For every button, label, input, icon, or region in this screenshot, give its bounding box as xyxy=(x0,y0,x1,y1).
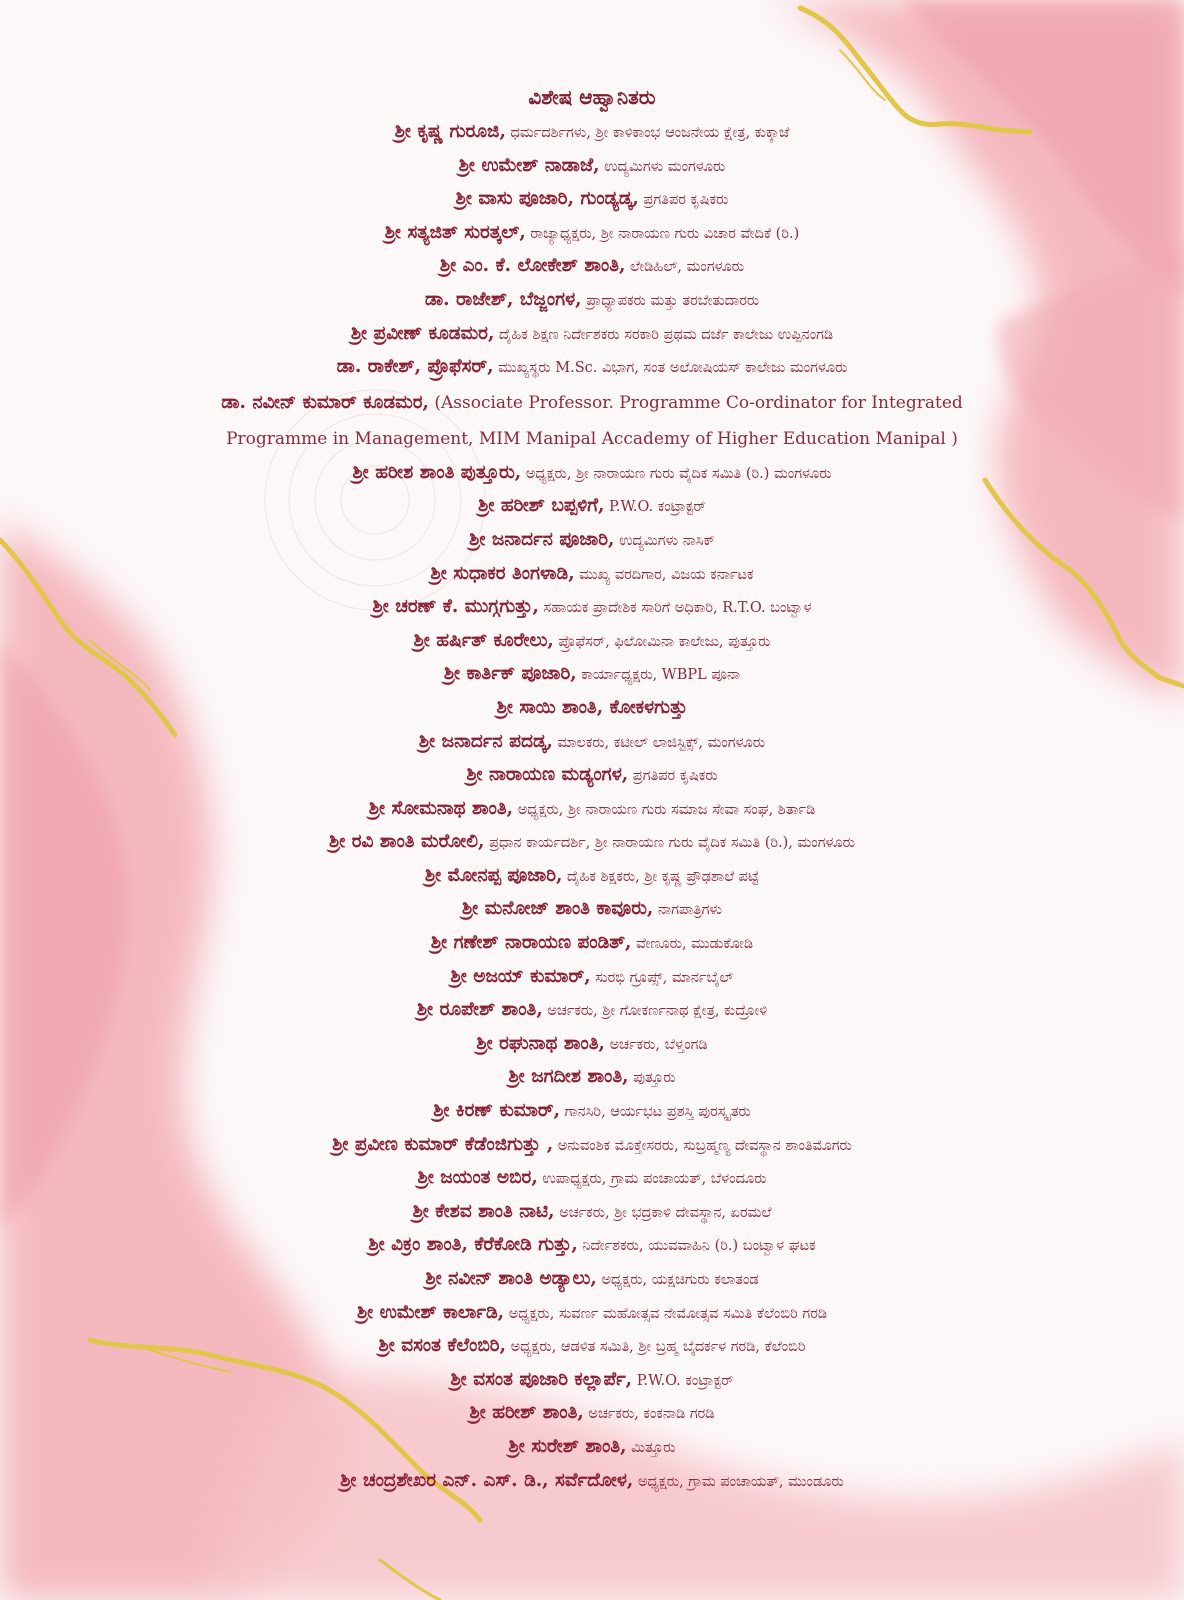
section-title: ವಿಶೇಷ ಆಹ್ವಾನಿತರು xyxy=(528,85,656,109)
invitee-name: ಶ್ರೀ ರಘುನಾಥ ಶಾಂತಿ, xyxy=(476,1032,605,1054)
invitee-description: ವೇಣೂರು, ಮುಡುಕೋಡಿ xyxy=(631,936,754,953)
invitee-name: ಶ್ರೀ ಕಿರಣ್ ಕುಮಾರ್, xyxy=(433,1100,561,1122)
invitee-description: ಮಿತ್ತೂರು xyxy=(626,1439,676,1456)
invitee-name: ಡಾ. ರಾಕೇಶ್, ಪ್ರೊಫೆಸರ್, xyxy=(336,356,494,378)
invitee-description: ದೈಹಿಕ ಶಿಕ್ಷಣ ನಿರ್ದೇಶಕರು ಸರಕಾರಿ ಪ್ರಥಮ ದರ್ಜೆ ಕಾಲೇಜು ಉಪ್ಪಿನಂಗಡಿ xyxy=(494,326,834,343)
invitee-description: ಅರ್ಚಕರು, ಶ್ರೀ ಭದ್ರಕಾಳಿ ದೇವಸ್ಥಾನ, ಏರಮಲೆ xyxy=(554,1204,772,1221)
invitee-name: ಶ್ರೀ ನವೀನ್ ಶಾಂತಿ ಅಡ್ಯಾಲು, xyxy=(425,1268,597,1289)
invitee-description: ಅನುವಂಶಿಕ ಮೊಕ್ತೇಸರರು, ಸುಬ್ರಹ್ಮಣ್ಯ ದೇವಸ್ಥಾನ ಶಾಂತಿಮೊಗರು xyxy=(553,1137,852,1154)
invitee-description: ನಾಗಪಾತ್ರಿಗಳು xyxy=(653,902,723,919)
invitee-name: ಶ್ರೀ ಜನಾರ್ದನ ಪೂಜಾರಿ, xyxy=(469,528,615,550)
invitee-entry xyxy=(0,1397,1184,1431)
invitee-name: ಶ್ರೀ ಹರೀಶ್ ಶಾಂತಿ, xyxy=(469,1402,584,1424)
invitees-section xyxy=(0,80,1184,1498)
invitee-entry xyxy=(0,1196,1184,1230)
invitee-entry xyxy=(0,625,1184,659)
invitee-entry xyxy=(0,658,1184,692)
invitee-entry xyxy=(0,490,1184,524)
invitee-entry xyxy=(0,318,1184,352)
invitee-name: ಶ್ರೀ ಸಾಯಿ ಶಾಂತಿ, ಕೋಕಳಗುತ್ತು xyxy=(496,696,688,718)
invitee-description: P.W.O. ಕಂಟ್ರಾಕ್ಟರ್ xyxy=(632,1372,734,1389)
invitee-entry xyxy=(0,1297,1184,1331)
invitee-description: ನಿರ್ದೇಶಕರು, ಯುವವಾಹಿನಿ (ರಿ.) ಬಂಟ್ವಾಳ ಘಟಕ xyxy=(577,1238,816,1255)
invitee-entry xyxy=(0,1162,1184,1196)
invitee-description: ಸಹಾಯಕ ಪ್ರಾದೇಶಿಕ ಸಾರಿಗೆ ಅಧಿಕಾರಿ, R.T.O. ಬಂಟ್ವಾಳ xyxy=(538,600,812,617)
invitee-description: ಪ್ರಧಾನ ಕಾರ್ಯದರ್ಶಿ, ಶ್ರೀ ನಾರಾಯಣ ಗುರು ವೈದಿಕ ಸಮಿತಿ (ರಿ.), ಮಂಗಳೂರು xyxy=(484,835,855,852)
invitee-description: ಸುರಭಿ ಗ್ರೂಪ್ಸ್, ಮಾರ್ನಬೈಲ್ xyxy=(590,969,734,986)
invitee-description: ಅಧ್ಯಕ್ಷರು, ಶ್ರೀ ನಾರಾಯಣ ಗುರು ವೈದಿಕ ಸಮಿತಿ (ರಿ.) ಮಂಗಳೂರು xyxy=(521,465,832,482)
invitee-name: ಶ್ರೀ ಚಂದ್ರಶೇಖರ ಎನ್. ಎಸ್. ಡಿ., ಸರ್ವೆದೋಳ, xyxy=(340,1469,634,1491)
invitee-list xyxy=(0,116,1184,1498)
invitee-description: ಗಾನಸಿರಿ, ಆರ್ಯಭಟ ಪ್ರಶಸ್ತಿ ಪುರಸ್ಕೃತರು xyxy=(560,1104,751,1121)
invitee-name: ಶ್ರೀ ರವಿ ಶಾಂತಿ ಮರೋಲಿ, xyxy=(329,831,485,853)
invitee-description: (Associate Professor. Programme Co-ordinator for Integrated Programme in Management, MIM Manipal Accademy of Higher Education Manipal ) xyxy=(226,392,963,449)
invitee-entry xyxy=(0,860,1184,894)
invitee-entry xyxy=(0,183,1184,217)
invitee-entry xyxy=(0,1263,1184,1297)
invitee-name: ಶ್ರೀ ಜನಾರ್ದನ ಪದಡ್ಕ, xyxy=(418,730,553,752)
invitee-name: ಶ್ರೀ ಕೃಷ್ಣ ಗುರೂಜಿ, xyxy=(394,121,506,142)
invitee-name: ಡಾ. ನವೀನ್ ಕುಮಾರ್ ಕೂಡಮರ, xyxy=(221,391,429,413)
invitee-entry xyxy=(0,692,1184,726)
invitee-description: ಪ್ರಗತಿಪರ ಕೃಷಿಕರು xyxy=(638,192,729,209)
invitee-entry xyxy=(0,893,1184,927)
invitee-description: ರಾಜ್ಯಾಧ್ಯಕ್ಷರು, ಶ್ರೀ ನಾರಾಯಣ ಗುರು ವಿಚಾರ ವೇದಿಕೆ (ರಿ.) xyxy=(525,225,800,242)
invitee-name: ಶ್ರೀ ಸತ್ಯಜಿತ್ ಸುರತ್ಕಲ್, xyxy=(384,221,526,243)
invitee-name: ಡಾ. ರಾಜೇಶ್, ಬೆಜ್ಜಂಗಳ, xyxy=(424,288,582,310)
invitee-name: ಶ್ರೀ ಪ್ರವೀಣ್ ಕೂಡಮರ, xyxy=(350,322,495,344)
invitee-entry xyxy=(0,726,1184,760)
invitee-name: ಶ್ರೀ ಅಜಯ್ ಕುಮಾರ್, xyxy=(450,965,591,987)
invitee-description: ಅಧ್ಯಕ್ಷರು, ಗ್ರಾಮ ಪಂಚಾಯತ್, ಮುಂಡೂರು xyxy=(633,1473,844,1490)
invitee-name: ಶ್ರೀ ಕೇಶವ ಶಾಂತಿ ನಾಟಿ, xyxy=(412,1200,555,1222)
invitee-description: ಮುಖ್ಯ ವರದಿಗಾರ, ವಿಜಯ ಕರ್ನಾಟಕ xyxy=(574,566,754,583)
invitee-description: ದೈಹಿಕ ಶಿಕ್ಷಕರು, ಶ್ರೀ ಕೃಷ್ಣ ಪ್ರೌಢಶಾಲೆ ಪಟ್ಟೆ xyxy=(562,868,760,885)
invitee-entry xyxy=(0,250,1184,284)
invitee-name: ಶ್ರೀ ಪ್ರವೀಣ ಕುಮಾರ್ ಕೆಡೆಂಜಿಗುತ್ತು , xyxy=(332,1133,554,1155)
invitee-entry xyxy=(0,1095,1184,1129)
invitee-entry xyxy=(0,1465,1184,1499)
invitee-entry xyxy=(0,994,1184,1028)
invitee-name: ಶ್ರೀ ಹರೀಶ್ ಬಪ್ಪಳಿಗೆ, xyxy=(478,495,605,517)
invitee-entry xyxy=(0,1129,1184,1163)
invitee-name: ಶ್ರೀ ಮೋನಪ್ಪ ಪೂಜಾರಿ, xyxy=(424,864,563,886)
invitee-description: ಪ್ರಾಧ್ಯಾಪಕರು ಮತ್ತು ತರಬೇತುದಾರರು xyxy=(581,292,760,309)
invitee-entry xyxy=(0,217,1184,251)
invitee-description: ಪ್ರೊಫೆಸರ್, ಫಿಲೋಮಿನಾ ಕಾಲೇಜು, ಪುತ್ತೂರು xyxy=(553,633,771,650)
invitee-name: ಶ್ರೀ ಜಗದೀಶ ಶಾಂತಿ, xyxy=(508,1066,629,1088)
invitee-entry xyxy=(0,591,1184,625)
invitee-name: ಶ್ರೀ ಸೋಮನಾಥ ಶಾಂತಿ, xyxy=(368,797,514,819)
invitee-name: ಶ್ರೀ ಮನೋಜ್ ಶಾಂತಿ ಕಾವೂರು, xyxy=(461,898,654,920)
invitee-entry xyxy=(0,759,1184,793)
invitee-entry xyxy=(0,524,1184,558)
invitee-entry xyxy=(0,150,1184,184)
invitee-name: ಶ್ರೀ ರೂಪೇಶ್ ಶಾಂತಿ, xyxy=(416,999,543,1021)
invitee-name: ಶ್ರೀ ಹರೀಶ ಶಾಂತಿ ಪುತ್ತೂರು, xyxy=(352,461,522,483)
invitee-description: ಅಧ್ಯಕ್ಷರು, ಆಡಳಿತ ಸಮಿತಿ, ಶ್ರೀ ಬ್ರಹ್ಮ ಬೈದರ್ಕಳ ಗರಡಿ, ಕೆಲೆಂಬಿರಿ xyxy=(506,1339,806,1356)
invitee-entry xyxy=(0,1364,1184,1398)
invitee-entry xyxy=(0,1330,1184,1364)
invitee-description: ಧರ್ಮದರ್ಶಿಗಳು, ಶ್ರೀ ಕಾಳಿಕಾಂಭ ಆಂಜನೇಯ ಕ್ಷೇತ್ರ, ಕುಕ್ಕಾಜೆ xyxy=(505,125,790,141)
invitee-entry xyxy=(0,284,1184,318)
invitee-description: ಪುತ್ತೂರು xyxy=(628,1070,676,1087)
invitee-entry xyxy=(0,927,1184,961)
invitee-description: ಅರ್ಚಕರು, ಕಂಕನಾಡಿ ಗರಡಿ xyxy=(583,1406,715,1423)
invitee-name: ಶ್ರೀ ವಸಂತ ಕೆಲೆಂಬಿರಿ, xyxy=(378,1335,507,1357)
invitee-entry xyxy=(0,961,1184,995)
invitee-description: ಪ್ರಗತಿಪರ ಕೃಷಿಕರು xyxy=(628,768,718,785)
invitee-name: ಶ್ರೀ ಹರ್ಷಿತ್ ಕೂರೇಲು, xyxy=(413,629,554,651)
invitee-name: ಶ್ರೀ ಚರಣ್ ಕೆ. ಮುಗ್ಗಗುತ್ತು, xyxy=(372,596,539,618)
invitee-name: ಶ್ರೀ ವಾಸು ಪೂಜಾರಿ, ಗುಂಡ್ಯಡ್ಕ, xyxy=(455,188,639,210)
invitee-description: ಉಪಾಧ್ಯಕ್ಷರು, ಗ್ರಾಮ ಪಂಚಾಯತ್, ಬೆಳಂದೂರು xyxy=(537,1171,767,1188)
invitee-name: ಶ್ರೀ ಕಾರ್ತಿಕ್ ಪೂಜಾರಿ, xyxy=(443,663,577,685)
invitee-name: ಶ್ರೀ ಎಂ. ಕೆ. ಲೋಕೇಶ್ ಶಾಂತಿ, xyxy=(439,255,626,277)
invitee-description: ಲೇಡಿಹಿಲ್, ಮಂಗಳೂರು xyxy=(625,259,745,276)
invitee-entry xyxy=(0,1061,1184,1095)
invitee-description: ಉದ್ಯಮಿಗಳು ನಾಸಿಕ್ xyxy=(614,532,715,549)
invitee-description: P.W.O. ಕಂಟ್ರಾಕ್ಟರ್ xyxy=(604,499,706,516)
invitee-name: ಶ್ರೀ ಗಣೇಶ್ ನಾರಾಯಣ ಪಂಡಿತ್, xyxy=(430,932,632,954)
invitee-entry xyxy=(0,558,1184,592)
invitee-entry xyxy=(0,385,1184,457)
invitee-entry xyxy=(0,1028,1184,1062)
invitee-entry xyxy=(0,1229,1184,1263)
invitee-description: ಅರ್ಚಕರು, ಬೆಳ್ತಂಗಡಿ xyxy=(605,1036,708,1053)
invitee-description: ಉದ್ಯಮಿಗಳು ಮಂಗಳೂರು xyxy=(599,158,726,175)
invitee-entry xyxy=(0,826,1184,860)
invitee-name: ಶ್ರೀ ಸುಧಾಕರ ತಿಂಗಳಾಡಿ, xyxy=(430,562,575,584)
invitee-description: ಅಧ್ಯಕ್ಷರು, ಯಕ್ಷಚಿಗುರು ಕಲಾತಂಡ xyxy=(596,1272,759,1288)
invitee-name: ಶ್ರೀ ನಾರಾಯಣ ಮಡ್ಯಂಗಳ, xyxy=(466,764,629,786)
invitee-name: ಶ್ರೀ ಜಯಂತ ಅಬಿರ, xyxy=(417,1167,538,1189)
invitee-name: ಶ್ರೀ ವಸಂತ ಪೂಜಾರಿ ಕಲ್ಲಾರ್ಪೆ, xyxy=(450,1368,633,1390)
invitee-entry xyxy=(0,1431,1184,1465)
invitee-description: ಕಾರ್ಯಾಧ್ಯಕ್ಷರು, WBPL ಪೂನಾ xyxy=(576,667,741,684)
invitee-description: ಅರ್ಚಕರು, ಶ್ರೀ ಗೋಕರ್ಣನಾಥ ಕ್ಷೇತ್ರ, ಕುದ್ರೋಳಿ xyxy=(542,1003,768,1020)
invitee-entry xyxy=(0,793,1184,827)
invitee-entry xyxy=(0,351,1184,385)
invitee-name: ಶ್ರೀ ವಿಕ್ರಂ ಶಾಂತಿ, ಕೆರೆಕೋಡಿ ಗುತ್ತು, xyxy=(368,1234,578,1256)
invitee-name: ಶ್ರೀ ಉಮೇಶ್ ಕಾರ್ಲಾಡಿ, xyxy=(356,1301,505,1323)
invitee-description: ಮಾಲಕರು, ಕಟೀಲ್ ಲಾಜಿಸ್ಟಿಕ್ಸ್, ಮಂಗಳೂರು xyxy=(552,734,766,751)
invitee-name: ಶ್ರೀ ಸುರೇಶ್ ಶಾಂತಿ, xyxy=(508,1435,627,1457)
invitee-name: ಶ್ರೀ ಉಮೇಶ್ ನಾಡಾಜೆ, xyxy=(458,154,600,176)
invitee-entry xyxy=(0,457,1184,491)
invitee-entry xyxy=(0,116,1184,150)
invitee-description: ಮುಖ್ಯಸ್ಥರು M.Sc. ವಿಭಾಗ, ಸಂತ ಅಲೋಷಿಯಸ್ ಕಾಲೇಜು ಮಂಗಳೂರು xyxy=(493,360,848,377)
invitee-description: ಅಧ್ಯಕ್ಷರು, ಶ್ರೀ ನಾರಾಯಣ ಗುರು ಸಮಾಜ ಸೇವಾ ಸಂಘ, ಶಿರ್ತಾಡಿ xyxy=(513,801,816,818)
invitee-description: ಅಧ್ಯಕ್ಷರು, ಸುವರ್ಣ ಮಹೋತ್ಸವ ನೇಮೋತ್ಸವ ಸಮಿತಿ ಕೆಲೆಂಬಿರಿ ಗರಡಿ xyxy=(504,1305,828,1322)
